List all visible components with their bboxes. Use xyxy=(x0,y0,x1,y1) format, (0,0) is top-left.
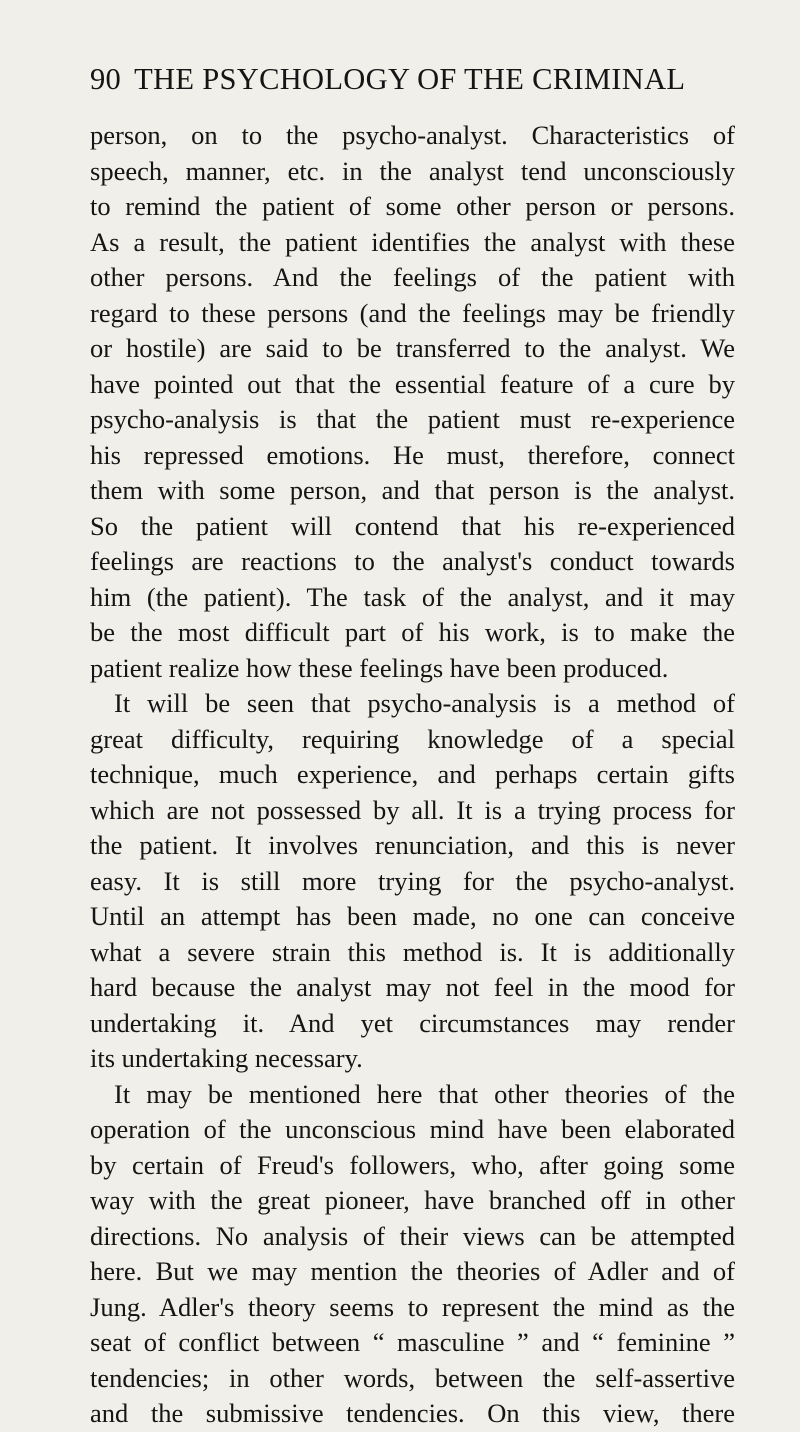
text-line: its undertaking necessary. xyxy=(90,1043,363,1073)
text-line: his repressed emotions. He must, therefore, connect xyxy=(90,439,735,470)
text-line: tendencies; in other words, between the self-assertive xyxy=(90,1362,735,1393)
text-line: what a severe strain this method is. It is additionally xyxy=(90,936,735,967)
text-line: operation of the unconscious mind have been elaborated xyxy=(90,1114,735,1144)
text-line: which are not possessed by all. It is a trying process for xyxy=(90,794,735,825)
text-line: directions. No analysis of their views can be attempted xyxy=(90,1220,735,1251)
text-line: other persons. And the feelings of the patient with xyxy=(90,262,735,292)
text-line: way with the great pioneer, have branched off in other xyxy=(90,1185,735,1215)
text-line: regard to these persons (and the feelings may be friendly xyxy=(90,297,735,328)
text-line: Jung. Adler's theory seems to represent the mind as the xyxy=(90,1291,735,1322)
text-line: by certain of Freud's followers, who, after going some xyxy=(90,1149,735,1180)
text-line: It will be seen that psycho-analysis is a method of xyxy=(114,688,735,718)
text-line: have pointed out that the essential feature of a cure by xyxy=(90,368,735,399)
text-line: be the most difficult part of his work, is to make the xyxy=(90,617,735,647)
text-line: here. But we may mention the theories of Adler and of xyxy=(90,1256,735,1286)
text-line: It may be mentioned here that other theories of the xyxy=(114,1078,735,1109)
text-line: seat of conflict between “ masculine ” and “ feminine ” xyxy=(90,1327,735,1357)
text-line: So the patient will contend that his re-experienced xyxy=(90,510,735,541)
text-line: or hostile) are said to be transferred to the analyst. We xyxy=(90,333,735,363)
page-number: 90 xyxy=(90,62,122,96)
body-text xyxy=(90,118,735,1432)
text-line: feelings are reactions to the analyst's conduct towards xyxy=(90,546,735,576)
text-line: great difficulty, requiring knowledge of a special xyxy=(90,723,735,754)
text-line: and the submissive tendencies. On this view, there xyxy=(90,1398,735,1428)
text-line: to remind the patient of some other person or persons. xyxy=(90,191,735,221)
running-header xyxy=(90,62,735,102)
text-line: patient realize how these feelings have been produced. xyxy=(90,652,669,683)
text-line: speech, manner, etc. in the analyst tend unconsciously xyxy=(90,155,735,186)
text-line: easy. It is still more trying for the psycho-analyst. xyxy=(90,865,735,896)
text-line: technique, much experience, and perhaps certain gifts xyxy=(90,759,735,789)
text-line: the patient. It involves renunciation, and this is never xyxy=(90,830,735,860)
running-title: THE PSYCHOLOGY OF THE CRIMINAL xyxy=(134,62,686,96)
text-line: them with some person, and that person is the analyst. xyxy=(90,475,735,505)
text-line: undertaking it. And yet circumstances may render xyxy=(90,1007,735,1038)
text-line: psycho-analysis is that the patient must re-experience xyxy=(90,404,735,434)
text-line: him (the patient). The task of the analyst, and it may xyxy=(90,581,735,612)
text-line: person, on to the psycho-analyst. Characteristics of xyxy=(90,120,735,150)
text-line: As a result, the patient identifies the analyst with these xyxy=(90,226,735,257)
text-line: Until an attempt has been made, no one can conceive xyxy=(90,901,735,931)
text-line: hard because the analyst may not feel in the mood for xyxy=(90,972,735,1002)
